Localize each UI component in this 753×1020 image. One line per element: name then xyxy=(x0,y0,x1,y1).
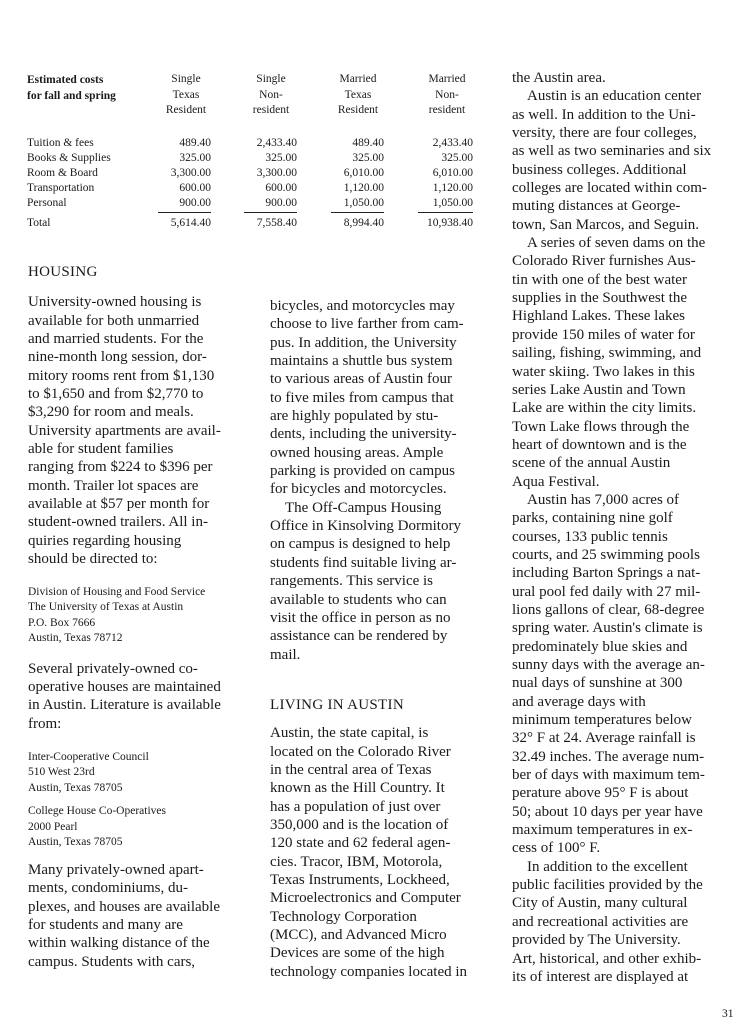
text-line: provided by The University. xyxy=(512,932,681,949)
text-line: choose to live farther from cam- xyxy=(270,316,464,333)
text-line: Austin has 7,000 acres of xyxy=(527,491,680,508)
text-line: its of interest are displayed at xyxy=(512,968,689,985)
text-line: Austin, Texas 78705 xyxy=(28,781,123,794)
text-line: 32.49 inches. The average num- xyxy=(512,748,705,765)
cost-cell: 2,433.40 xyxy=(432,137,473,149)
text-line: Colorado River furnishes Aus- xyxy=(512,253,696,270)
text-line: and average days with xyxy=(512,693,646,710)
text-line: should be directed to: xyxy=(28,551,158,568)
cost-cell: 325.00 xyxy=(352,152,384,164)
column-header-single-nonresident xyxy=(226,72,316,119)
text-line: cess of 100° F. xyxy=(512,840,601,857)
text-line: courses, 133 public tennis xyxy=(512,528,668,545)
text-line: scene of the annual Austin xyxy=(512,455,671,472)
text-line: Aqua Festival. xyxy=(512,473,600,490)
college-house-address xyxy=(28,804,256,851)
education-paragraph xyxy=(512,87,748,234)
text-line: versity, there are four colleges, xyxy=(512,125,697,142)
text-line: assistance can be rendered by xyxy=(270,628,448,645)
cost-cell: 2,433.40 xyxy=(256,137,297,149)
text-line: public facilities provided by the xyxy=(512,877,703,894)
text-line: maximum temperatures in ex- xyxy=(512,822,693,839)
subtotal-rule xyxy=(158,212,211,213)
page-number: 31 xyxy=(722,1008,734,1020)
text-line: to various areas of Austin four xyxy=(270,371,453,388)
cost-row-label: Transportation xyxy=(27,182,95,194)
text-line: Inter-Cooperative Council xyxy=(28,750,149,763)
text-line: ranging from $224 to $396 per xyxy=(28,459,213,476)
text-line: cies. Tracor, IBM, Motorola, xyxy=(270,853,443,870)
section-heading-housing: HOUSING xyxy=(28,264,98,280)
text-line: dents, including the university- xyxy=(270,426,457,443)
text-line: Microelectronics and Computer xyxy=(270,890,461,907)
text-line: business colleges. Additional xyxy=(512,161,687,178)
text-line: Art, historical, and other exhib- xyxy=(512,950,702,967)
text-line: the Austin area. xyxy=(512,70,606,86)
text-line: supplies in the Southwest the xyxy=(512,290,687,307)
text-line: $3,290 for room and meals. xyxy=(28,404,194,421)
column-header-married-nonresident xyxy=(402,72,492,119)
subtotal-rule xyxy=(244,212,297,213)
cost-table-title-line: Estimated costs xyxy=(27,74,104,86)
total-row-label: Total xyxy=(27,217,51,229)
cost-cell: 6,010.00 xyxy=(343,167,384,179)
text-line: tin with one of the best water xyxy=(512,271,687,288)
text-line: minimum temperatures below xyxy=(512,712,692,729)
housing-paragraph-1 xyxy=(28,293,256,568)
living-in-austin-paragraph xyxy=(270,724,500,981)
text-line: student-owned trailers. All in- xyxy=(28,514,208,531)
total-cell: 7,558.40 xyxy=(256,217,297,229)
text-line: colleges are located within com- xyxy=(512,180,707,197)
text-line: water skiing. Two lakes in this xyxy=(512,363,695,380)
text-line: owned housing areas. Ample xyxy=(270,444,444,461)
text-line: Devices are some of the high xyxy=(270,945,445,962)
text-line: Austin, the state capital, is xyxy=(270,725,429,742)
text-line: University apartments are avail- xyxy=(28,422,221,439)
column-1 xyxy=(28,263,256,971)
cost-cell: 3,300.00 xyxy=(170,167,211,179)
text-line: P.O. Box 7666 xyxy=(28,616,96,629)
cost-row-label: Room & Board xyxy=(27,167,98,179)
text-line: predominately blue skies and xyxy=(512,638,688,655)
text-line: Office in Kinsolving Dormitory xyxy=(270,518,461,535)
cost-cell: 489.40 xyxy=(352,137,384,149)
text-line: 32° F at 24. Average rainfall is xyxy=(512,730,696,747)
cost-cell: 1,120.00 xyxy=(432,182,473,194)
text-line: able for student families xyxy=(28,441,174,458)
column-2 xyxy=(270,297,500,981)
text-line: muting distances at George- xyxy=(512,198,681,215)
column-header-single-texas-resident xyxy=(141,72,231,119)
header-line: Resident xyxy=(337,104,379,116)
text-line: within walking distance of the xyxy=(28,935,210,952)
text-line: Texas Instruments, Lockheed, xyxy=(270,871,450,888)
cost-cell: 6,010.00 xyxy=(432,167,473,179)
text-line: and recreational activities are xyxy=(512,913,689,930)
text-line: Highland Lakes. These lakes xyxy=(512,308,686,325)
text-line: in Austin. Literature is available xyxy=(28,697,221,714)
header-line: resident xyxy=(252,104,290,116)
column-3-paragraph-1 xyxy=(512,69,748,87)
text-line: ber of days with maximum tem- xyxy=(512,767,705,784)
text-line: Division of Housing and Food Service xyxy=(28,585,206,598)
cost-cell: 1,120.00 xyxy=(343,182,384,194)
header-line: Married xyxy=(428,73,466,85)
text-line: from: xyxy=(28,715,62,732)
text-line: campus. Students with cars, xyxy=(28,953,196,970)
co-op-council-address xyxy=(28,750,256,797)
header-line: Texas xyxy=(172,88,200,101)
text-line: are highly populated by stu- xyxy=(270,408,439,425)
column-3 xyxy=(512,69,748,986)
text-line: available for both unmarried xyxy=(28,312,200,329)
text-line: to $1,650 and from $2,770 to xyxy=(28,386,204,403)
text-line: parks, containing nine golf xyxy=(512,510,673,527)
header-line: Non- xyxy=(435,88,459,101)
text-line: and married students. For the xyxy=(28,331,204,348)
housing-office-address xyxy=(28,585,256,647)
cost-cell: 900.00 xyxy=(265,197,297,209)
text-line: A series of seven dams on the xyxy=(527,235,706,252)
header-line: Married xyxy=(339,73,377,85)
cost-cell: 325.00 xyxy=(441,152,473,164)
section-heading-living-in-austin: LIVING IN AUSTIN xyxy=(270,696,404,713)
text-line: pus. In addition, the University xyxy=(270,334,457,351)
total-cell: 10,938.40 xyxy=(427,217,473,229)
text-line: visit the office in person as no xyxy=(270,609,451,626)
text-line: nine-month long session, dor- xyxy=(28,349,207,366)
text-line: including Barton Springs a nat- xyxy=(512,565,701,582)
text-line: nual days of sunshine at 300 xyxy=(512,675,683,692)
text-line: parking is provided on campus xyxy=(270,463,455,480)
cost-cell: 900.00 xyxy=(179,197,211,209)
text-line: Austin, Texas 78712 xyxy=(28,632,123,644)
cost-table-title xyxy=(27,72,116,104)
text-line: ural pool fed daily with 27 mil- xyxy=(512,583,701,600)
text-line: 350,000 and is the location of xyxy=(270,816,449,833)
text-line: Lake are within the city limits. xyxy=(512,400,697,417)
text-line: sailing, fishing, swimming, and xyxy=(512,345,702,362)
text-line: 510 West 23rd xyxy=(28,766,95,779)
text-line: courts, and 25 swimming pools xyxy=(512,546,700,563)
cost-row-label: Tuition & fees xyxy=(27,137,94,149)
cultural-activities-paragraph xyxy=(512,858,748,986)
text-line: located on the Colorado River xyxy=(270,743,451,760)
text-line: for students and many are xyxy=(28,916,183,933)
text-line: City of Austin, many cultural xyxy=(512,895,688,912)
text-line: on campus is designed to help xyxy=(270,536,451,553)
text-line: ments, condominiums, du- xyxy=(28,880,188,897)
text-line: In addition to the excellent xyxy=(527,858,688,875)
text-line: Many privately-owned apart- xyxy=(28,861,204,878)
text-line: for bicycles and motorcycles. xyxy=(270,481,447,498)
text-line: mail. xyxy=(270,646,301,663)
text-line: perature above 95° F is about xyxy=(512,785,689,802)
cost-row-label: Books & Supplies xyxy=(27,152,111,164)
text-line: spring water. Austin's climate is xyxy=(512,620,703,637)
text-line: bicycles, and motorcycles may xyxy=(270,298,455,314)
text-line: known as the Hill Country. It xyxy=(270,780,445,797)
text-line: College House Co-Operatives xyxy=(28,805,166,818)
text-line: series Lake Austin and Town xyxy=(512,381,686,398)
text-line: month. Trailer lot spaces are xyxy=(28,477,199,494)
header-line: Texas xyxy=(344,88,372,101)
column-header-married-texas-resident xyxy=(313,72,403,119)
text-line: students find suitable living ar- xyxy=(270,554,457,571)
text-line: The Off-Campus Housing xyxy=(285,499,442,516)
text-line: maintains a shuttle bus system xyxy=(270,353,453,370)
header-line: Resident xyxy=(165,104,207,116)
text-line: in the central area of Texas xyxy=(270,761,432,778)
cost-cell: 325.00 xyxy=(265,152,297,164)
header-line: Single xyxy=(256,73,286,85)
text-line: The University of Texas at Austin xyxy=(28,601,184,613)
text-line: Austin is an education center xyxy=(527,88,702,105)
text-line: technology companies located in xyxy=(270,963,468,980)
text-line: Austin, Texas 78705 xyxy=(28,836,123,849)
text-line: has a population of just over xyxy=(270,798,441,815)
cost-cell: 489.40 xyxy=(179,137,211,149)
housing-paragraph-2 xyxy=(28,660,256,733)
text-line: quiries regarding housing xyxy=(28,532,182,549)
text-line: Town Lake flows through the xyxy=(512,418,690,435)
header-line: Single xyxy=(171,73,201,85)
cost-cell: 600.00 xyxy=(179,182,211,194)
header-line: Non- xyxy=(259,88,283,101)
housing-paragraph-3 xyxy=(28,861,256,971)
text-line: as well as two seminaries and six xyxy=(512,143,712,160)
cost-cell: 1,050.00 xyxy=(432,197,473,209)
text-line: to five miles from campus that xyxy=(270,389,454,406)
cost-cell: 3,300.00 xyxy=(256,167,297,179)
text-line: mitory rooms rent from $1,130 xyxy=(28,367,215,384)
text-line: operative houses are maintained xyxy=(28,678,221,695)
text-line: 120 state and 62 federal agen- xyxy=(270,835,451,852)
cost-cell: 600.00 xyxy=(265,182,297,194)
cost-cell: 325.00 xyxy=(179,152,211,164)
parks-climate-paragraph xyxy=(512,491,748,858)
column-2-paragraph-1 xyxy=(270,297,500,499)
text-line: town, San Marcos, and Seguin. xyxy=(512,216,700,233)
cost-cell: 1,050.00 xyxy=(343,197,384,209)
text-line: as well. In addition to the Uni- xyxy=(512,106,696,123)
text-line: heart of downtown and is the xyxy=(512,436,687,453)
text-line: 2000 Pearl xyxy=(28,820,78,833)
header-line: resident xyxy=(428,104,466,116)
text-line: lions gallons of clear, 68-degree xyxy=(512,601,705,618)
total-cell: 8,994.40 xyxy=(343,217,384,229)
cost-table-title-line: for fall and spring xyxy=(27,90,116,102)
lakes-paragraph xyxy=(512,234,748,491)
text-line: 50; about 10 days per year have xyxy=(512,803,703,820)
off-campus-housing-paragraph xyxy=(270,499,500,664)
text-line: Several privately-owned co- xyxy=(28,660,198,677)
text-line: Technology Corporation xyxy=(270,908,417,925)
text-line: available at $57 per month for xyxy=(28,496,210,513)
subtotal-rule xyxy=(418,212,473,213)
text-line: rangements. This service is xyxy=(270,573,434,590)
subtotal-rule xyxy=(331,212,384,213)
text-line: (MCC), and Advanced Micro xyxy=(270,927,447,943)
text-line: plexes, and houses are available xyxy=(28,898,221,915)
text-line: sunny days with the average an- xyxy=(512,657,705,673)
total-cell: 5,614.40 xyxy=(170,217,211,229)
cost-row-label: Personal xyxy=(27,197,67,209)
text-line: provide 150 miles of water for xyxy=(512,326,695,343)
text-line: University-owned housing is xyxy=(28,294,202,311)
text-line: available to students who can xyxy=(270,591,447,608)
